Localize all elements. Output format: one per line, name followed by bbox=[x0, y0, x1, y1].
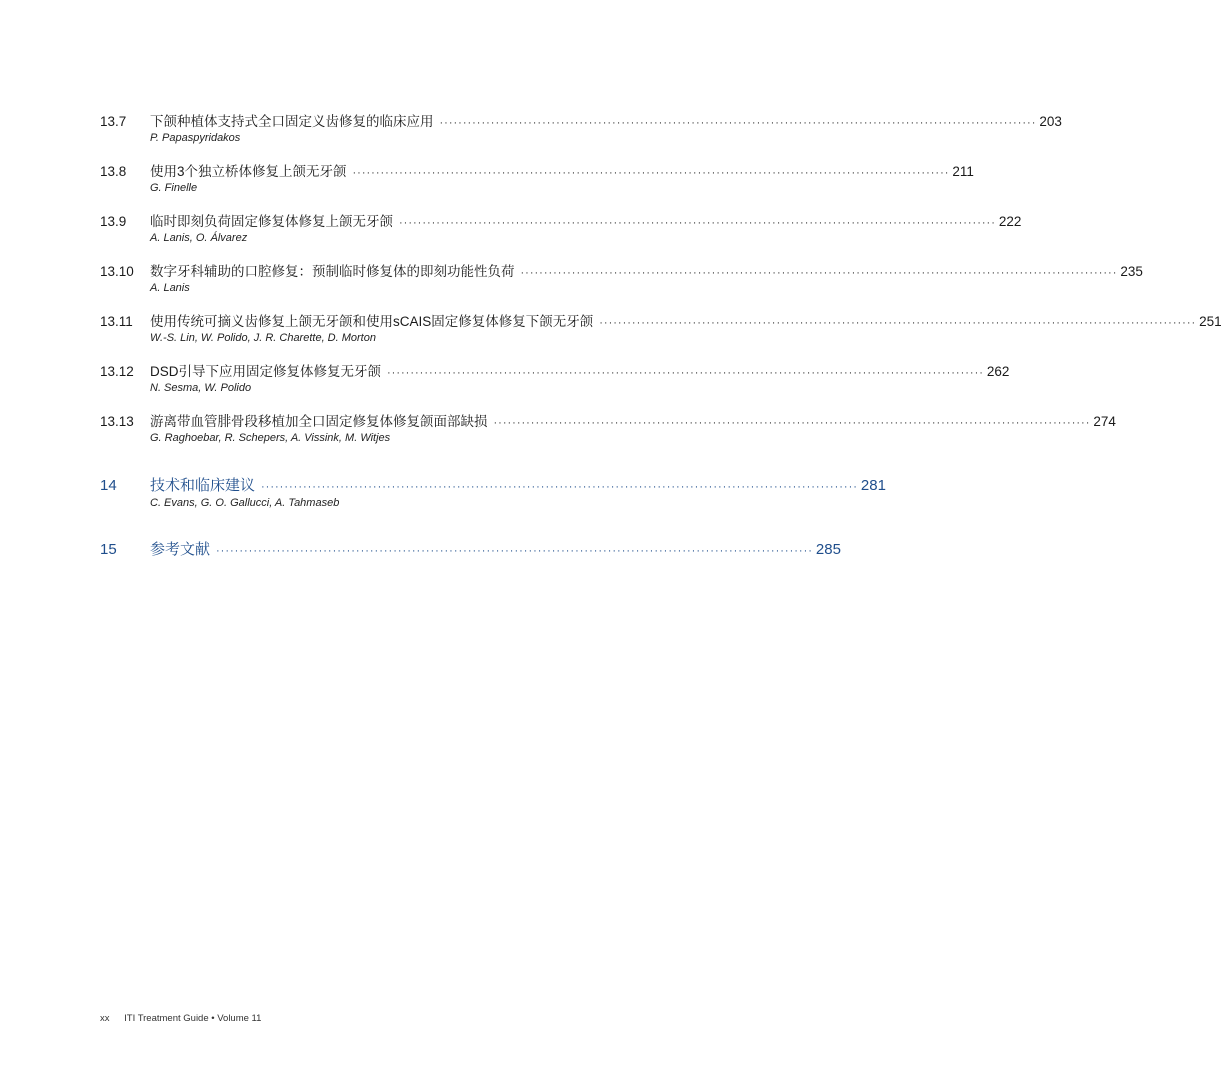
section-authors: P. Papaspyridakos bbox=[150, 132, 241, 144]
section-authors: A. Lanis, O. Álvarez bbox=[150, 232, 248, 244]
section-title[interactable]: 临时即刻负荷固定修复体修复上颌无牙颌 bbox=[150, 214, 393, 229]
section-number: 13.9 bbox=[100, 214, 127, 229]
section-title[interactable]: 使用传统可摘义齿修复上颌无牙颌和使用sCAIS固定修复体修复下颌无牙颌 bbox=[150, 314, 594, 329]
chapter-title[interactable]: 技术和临床建议 bbox=[150, 477, 256, 494]
footer-page-number: xx bbox=[100, 1013, 110, 1024]
dot-leader: ································································································································ bbox=[216, 545, 813, 557]
chapter-number: 14 bbox=[100, 477, 117, 494]
section-title[interactable]: 使用3个独立桥体修复上颌无牙颌 bbox=[150, 164, 347, 179]
section-number: 13.10 bbox=[100, 264, 134, 279]
section-number: 13.13 bbox=[100, 414, 134, 429]
dot-leader: ································································································································ bbox=[599, 317, 1197, 329]
page-number[interactable]: 251 bbox=[1199, 314, 1222, 329]
section-number: 13.8 bbox=[100, 164, 127, 179]
section-authors: A. Lanis bbox=[150, 282, 190, 294]
section-authors: N. Sesma, W. Polido bbox=[150, 382, 252, 394]
section-title[interactable]: 游离带血管腓骨段移植加全口固定修复体修复颌面部缺损 bbox=[150, 414, 488, 429]
chapter-spacer bbox=[100, 460, 718, 474]
section-title[interactable]: 数字牙科辅助的口腔修复：预制临时修复体的即刻功能性负荷 bbox=[150, 264, 515, 279]
dot-leader: ································································································································ bbox=[387, 367, 984, 379]
page-number[interactable]: 262 bbox=[986, 364, 1010, 379]
page-number[interactable]: 211 bbox=[952, 164, 974, 179]
toc-entry-13-11[interactable] bbox=[100, 310, 1222, 360]
section-authors: W.-S. Lin, W. Polido, J. R. Charette, D. Morton bbox=[150, 332, 376, 344]
chapter-authors: C. Evans, G. O. Gallucci, A. Tahmaseb bbox=[150, 497, 340, 509]
chapter-number: 15 bbox=[100, 541, 117, 558]
footer-book-title: ITI Treatment Guide • Volume 11 bbox=[124, 1013, 262, 1024]
toc-entry-13-10[interactable] bbox=[100, 260, 1143, 310]
dot-leader: ································································································································ bbox=[493, 417, 1091, 429]
page-footer bbox=[100, 1013, 261, 1024]
section-authors: G. Finelle bbox=[150, 182, 198, 194]
page-number[interactable]: 203 bbox=[1039, 114, 1062, 129]
dot-leader: ································································································································ bbox=[399, 217, 996, 229]
chapter-title[interactable]: 参考文献 bbox=[150, 541, 211, 558]
toc-entry-13-12[interactable] bbox=[100, 360, 1010, 410]
page-number[interactable]: 274 bbox=[1093, 414, 1116, 429]
section-title[interactable]: DSD引导下应用固定修复体修复无牙颌 bbox=[150, 364, 382, 379]
dot-leader: ································································································································ bbox=[261, 481, 858, 493]
toc-entry-13-13[interactable] bbox=[100, 410, 1116, 460]
section-authors: G. Raghoebar, R. Schepers, A. Vissink, M. Witjes bbox=[150, 432, 391, 444]
dot-leader: ································································································································ bbox=[439, 117, 1037, 129]
dot-leader: ································································································································ bbox=[352, 167, 950, 179]
table-of-contents bbox=[100, 110, 1222, 602]
section-title[interactable]: 下颌种植体支持式全口固定义齿修复的临床应用 bbox=[150, 114, 434, 129]
section-number: 13.12 bbox=[100, 364, 134, 379]
toc-chapter-15[interactable] bbox=[100, 538, 841, 602]
toc-chapter-14[interactable] bbox=[100, 474, 886, 538]
page-number[interactable]: 281 bbox=[860, 477, 886, 494]
section-number: 13.7 bbox=[100, 114, 127, 129]
page-number[interactable]: 222 bbox=[998, 214, 1022, 229]
dot-leader: ································································································································ bbox=[520, 267, 1118, 279]
toc-entry-13-9[interactable] bbox=[100, 210, 1022, 260]
page-number[interactable]: 235 bbox=[1120, 264, 1143, 279]
toc-entry-13-7[interactable] bbox=[100, 110, 1062, 160]
section-number: 13.11 bbox=[100, 314, 133, 329]
page-number[interactable]: 285 bbox=[815, 541, 841, 558]
toc-entry-13-8[interactable] bbox=[100, 160, 974, 210]
